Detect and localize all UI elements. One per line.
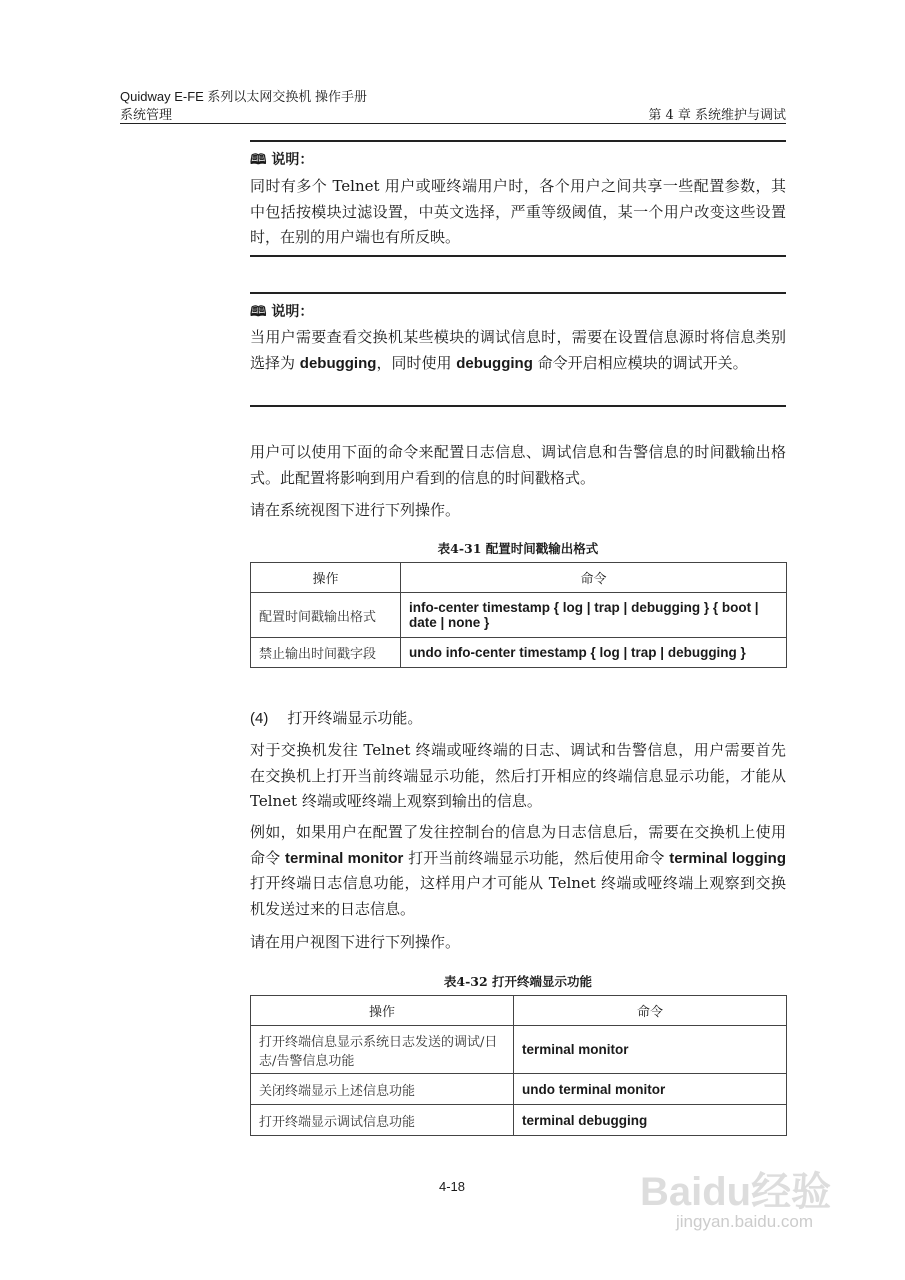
book-icon: 🕮 — [250, 304, 267, 320]
paragraph: 请在用户视图下进行下列操作。 — [250, 933, 461, 951]
text: 当用户需要查看交换机某些模块的调试信息时，需要在设置信息源时将信息类别选择为 — [250, 328, 786, 372]
column-header: 操作 — [251, 563, 401, 593]
note-bottom-rule — [250, 405, 786, 407]
command-keyword: terminal logging — [669, 849, 786, 867]
note-heading — [250, 301, 313, 325]
step-number: (4) — [250, 710, 269, 727]
paragraph — [250, 820, 786, 922]
text: 打开终端日志信息功能，这样用户才可能从 Telnet 终端或哑终端上观察到交换机发送过来的日志信息。 — [250, 874, 786, 918]
step-heading — [250, 706, 786, 732]
timestamp-table — [250, 562, 787, 668]
note-top-rule — [250, 140, 786, 142]
column-header: 命令 — [401, 563, 787, 593]
header-rule — [120, 123, 786, 124]
text: 命令开启相应模块的调试开关。 — [532, 353, 748, 372]
command-keyword: debugging — [456, 354, 533, 372]
command-cell: undo terminal monitor — [514, 1074, 787, 1105]
note-text — [250, 325, 786, 376]
header-chapter: 第 4 章 系统维护与调试 — [648, 108, 786, 123]
table-row — [251, 1026, 787, 1074]
terminal-display-table — [250, 995, 787, 1136]
command-keyword: debugging — [299, 354, 377, 372]
command-cell: undo info-center timestamp { log | trap | debugging } — [401, 638, 787, 668]
header-section: 系统管理 — [120, 108, 173, 123]
operation-cell: 打开终端信息显示系统日志发送的调试/日志/告警信息功能 — [251, 1026, 514, 1074]
note-heading — [250, 149, 313, 173]
table-row — [251, 593, 787, 638]
operation-cell: 关闭终端显示上述信息功能 — [251, 1074, 514, 1105]
step-label: 打开终端显示功能。 — [287, 709, 423, 727]
table-caption: 表4-31 配置时间戳输出格式 — [437, 541, 599, 556]
paragraph: 对于交换机发往 Telnet 终端或哑终端的日志、调试和告警信息，用户需要首先在交换机上打开当前终端显示功能，然后打开相应的终端信息显示功能，才能从 Telnet 终端或哑终端上观察到输出的信息。 — [250, 741, 786, 810]
watermark-url: jingyan.baidu.com — [676, 1212, 814, 1231]
note-top-rule — [250, 292, 786, 294]
operation-cell: 打开终端显示调试信息功能 — [251, 1105, 514, 1136]
command-keyword: terminal monitor — [284, 849, 404, 867]
note-bottom-rule — [250, 255, 786, 257]
note-title: 说明： — [271, 152, 314, 168]
column-header: 命令 — [514, 996, 787, 1026]
paragraph: 用户可以使用下面的命令来配置日志信息、调试信息和告警信息的时间戳输出格式。此配置将影响到用户看到的信息的时间戳格式。 — [250, 443, 786, 487]
text: ，同时使用 — [376, 353, 457, 372]
text: 例如，如果用户在配置了发往控制台的信息为日志信息后，需要在交换机上使用命令 — [250, 823, 786, 867]
table-row — [251, 638, 787, 668]
watermark-logo: Baidu经验 — [640, 1170, 832, 1214]
command-cell: info-center timestamp { log | trap | debugging } { boot | date | none } — [401, 593, 787, 638]
book-icon: 🕮 — [250, 152, 267, 168]
column-header: 操作 — [251, 996, 514, 1026]
command-cell: terminal debugging — [514, 1105, 787, 1136]
table-row — [251, 1074, 787, 1105]
paragraph: 请在系统视图下进行下列操作。 — [250, 501, 461, 519]
operation-cell: 配置时间戳输出格式 — [251, 593, 401, 638]
page-number: 4-18 — [438, 1179, 466, 1194]
header-title: Quidway E-FE 系列以太网交换机 操作手册 — [120, 89, 368, 104]
note-text: 同时有多个 Telnet 用户或哑终端用户时，各个用户之间共享一些配置参数，其中包括按模块过滤设置，中英文选择，严重等级阈值，某一个用户改变这些设置时，在别的用户端也有所反映。 — [250, 177, 786, 246]
note-title: 说明： — [271, 304, 314, 320]
table-caption: 表4-32 打开终端显示功能 — [443, 974, 593, 989]
operation-cell: 禁止输出时间戳字段 — [251, 638, 401, 668]
command-cell: terminal monitor — [514, 1026, 787, 1074]
text: 打开当前终端显示功能，然后使用命令 — [403, 848, 670, 867]
table-row — [251, 1105, 787, 1136]
